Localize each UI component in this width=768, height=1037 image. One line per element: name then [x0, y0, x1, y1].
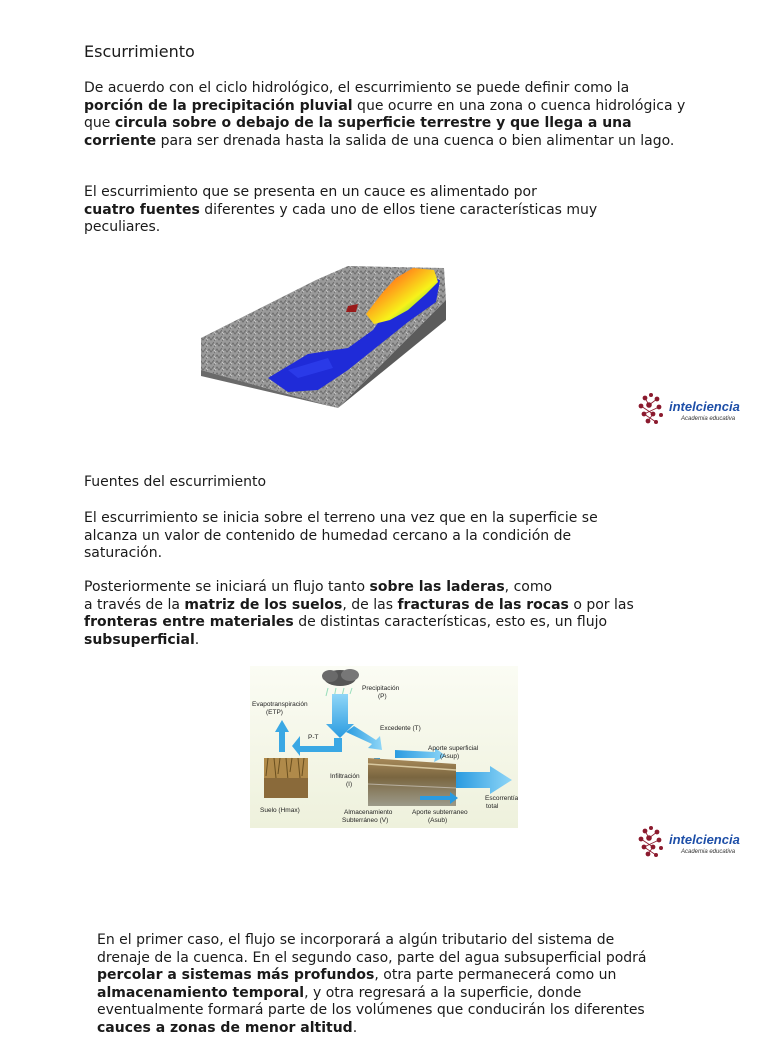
- hydrologic-cycle-diagram: [250, 666, 518, 828]
- paragraph-saturation: El escurrimiento se inicia sobre el terreno una vez que en la superficie se alcanza un valor de contenido de humedad cercano a la condición de saturación.: [84, 510, 598, 561]
- svg-text:(P): (P): [378, 693, 387, 700]
- logo-tagline: Academia educativa: [681, 416, 736, 422]
- diagram-label-almacenamiento: [342, 809, 393, 824]
- diagram-label-excedente: Excedente (T): [380, 725, 421, 732]
- section-title-escurrimiento: Escurrimiento: [84, 42, 195, 61]
- svg-text:Escorrentía: Escorrentía: [485, 795, 518, 802]
- intelciencia-logo: [635, 390, 755, 430]
- basin-terrain-image: [198, 258, 450, 408]
- svg-text:(Asup): (Asup): [440, 753, 460, 760]
- svg-text:Aporte superficial: Aporte superficial: [428, 745, 479, 752]
- logo-name: intelciencia: [669, 399, 740, 414]
- svg-text:Infiltración: Infiltración: [330, 773, 360, 780]
- svg-text:Evapotranspiración: Evapotranspiración: [252, 701, 308, 708]
- logo-tagline-2: Academia educativa: [681, 849, 736, 855]
- intelciencia-logo-2: [635, 823, 755, 863]
- svg-text:Aporte subterraneo: Aporte subterraneo: [412, 809, 468, 816]
- logo-name-2: intelciencia: [669, 832, 740, 847]
- paragraph-four-sources: El escurrimiento que se presenta en un cauce es alimentado por cuatro fuentes diferentes y cada uno de ellos tiene características muy peculiares.: [84, 184, 598, 235]
- svg-text:Almacenamiento: Almacenamiento: [344, 809, 393, 816]
- paragraph-flow-paths: Posteriormente se iniciará un flujo tanto sobre las laderas, como a través de la matriz de los suelos, de las fracturas de las rocas o por las fronteras entre materiales de distintas características, esto es, un flujo subsuperficial.: [84, 579, 634, 648]
- svg-text:Precipitación: Precipitación: [362, 685, 400, 692]
- paragraph-cases: En el primer caso, el flujo se incorporará a algún tributario del sistema de drenaje de la cuenca. En el segundo caso, parte del agua subsuperficial podrá percolar a sistemas más profundos, otra parte permanecerá como un almacenamiento temporal, y otra regresará a la superficie, donde eventualmente formará parte de los volúmenes que conducirán los diferentes cauces a zonas de menor altitud.: [97, 932, 647, 1036]
- svg-text:(I): (I): [346, 781, 353, 788]
- svg-text:(Asub): (Asub): [428, 817, 448, 824]
- diagram-label-pt: P-T: [308, 734, 319, 741]
- section-title-fuentes: Fuentes del escurrimiento: [84, 474, 267, 490]
- svg-text:Subterráneo (V): Subterráneo (V): [342, 817, 389, 824]
- paragraph-definition: De acuerdo con el ciclo hidrológico, el escurrimiento se puede definir como la porción de la precipitación pluvial que ocurre en una zona o cuenca hidrológica y que circula sobre o debajo de la superficie terrestre y que llega a una corriente para ser drenada hasta la salida de una cuenca o bien alimentar un lago.: [84, 80, 686, 149]
- svg-text:(ETP): (ETP): [266, 709, 283, 716]
- diagram-label-suelo: Suelo (Hmax): [260, 807, 300, 814]
- svg-text:total: total: [486, 803, 499, 810]
